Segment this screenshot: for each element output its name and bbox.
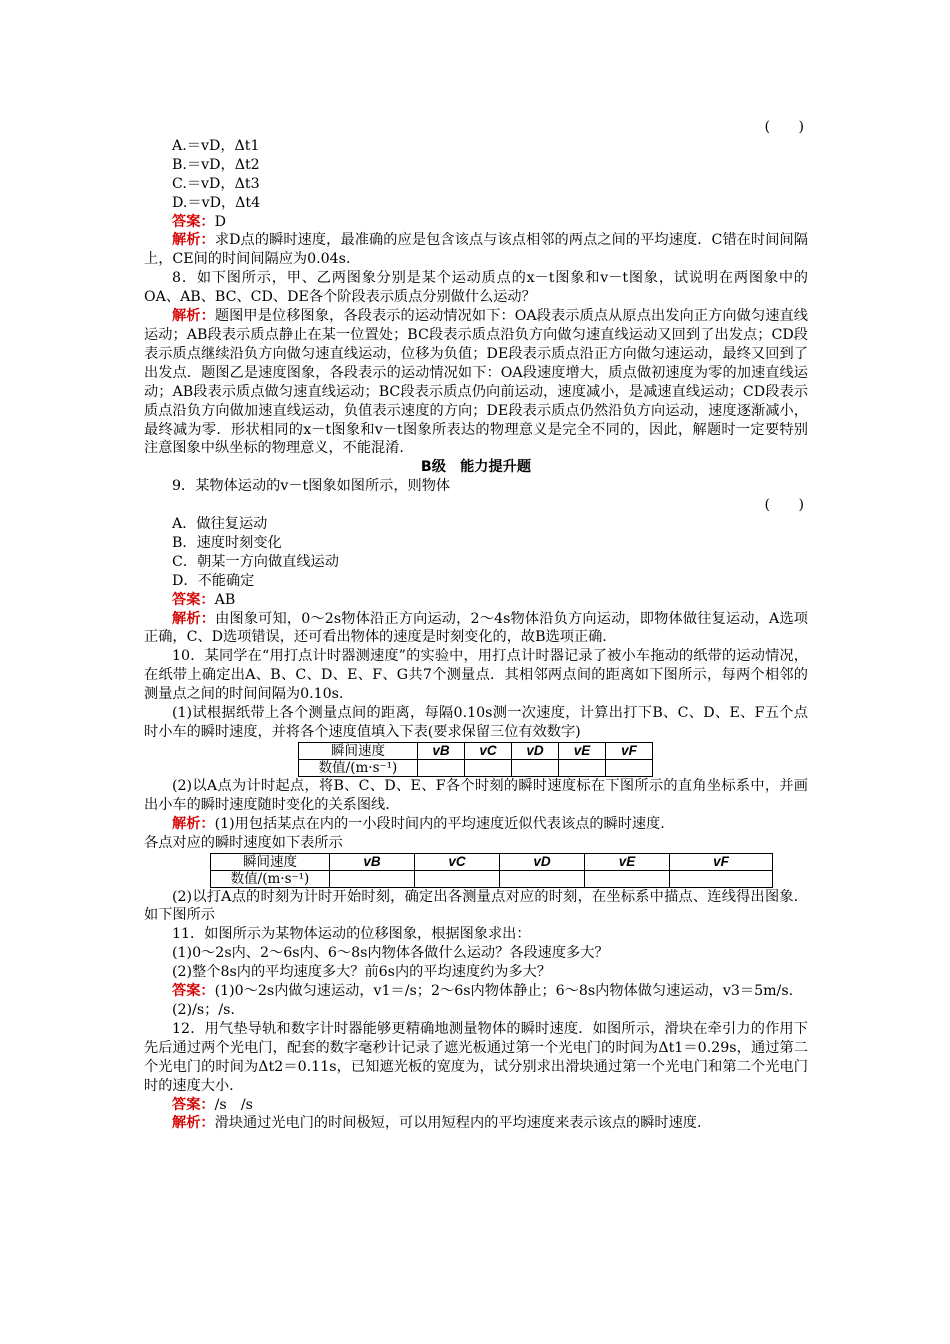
q9-answer-value: AB (214, 591, 236, 608)
q7-option-d: D.＝vD，Δt4 (172, 194, 261, 211)
q9-answer-bracket: ( ) (764, 497, 804, 514)
q11-answer2: (2)/s；/s. (172, 1001, 235, 1018)
q9-answer (144, 591, 808, 610)
table-header-vc: vC (465, 742, 512, 759)
table-cell-label: 瞬间速度 (211, 853, 330, 870)
q12-answer-value: /s /s (214, 1096, 253, 1113)
q12-analysis-text: 滑块通过光电门的时间极短，可以用短程内的平均速度来表示该点的瞬时速度. (214, 1115, 702, 1132)
table-cell-label: 数值/(m·s⁻¹) (211, 870, 330, 887)
answer-label: 答案： (172, 591, 215, 608)
q12-stem: 12．用气垫导轨和数字计时器能够更精确地测量物体的瞬时速度．如图所示，滑块在牵引力的作用下先后通过两个光电门，配套的数字毫秒计记录了遮光板通过第一个光电门的时间为Δt1＝0.29s，通过第二个光电门的时间为Δt2＝0.11s，已知遮光板的宽度为，试分别求出滑块通过第一个光电门和第二个光电门时的速度大小. (144, 1020, 808, 1094)
q10-stem: 10．某同学在“用打点计时器测速度”的实验中，用打点计时器记录了被小车拖动的纸带的运动情况，在纸带上确定出A、B、C、D、E、F、G共7个测量点．其相邻两点间的距离如下图所示，每两个相邻的测量点之间的时间间隔为0.10s. (144, 648, 808, 703)
table-cell-empty (606, 759, 653, 776)
q7-option-a: A.＝vD，Δt1 (172, 137, 260, 154)
q7-option-c: C.＝vD，Δt3 (172, 175, 260, 192)
q10-part2: (2)以A点为计时起点，将B、C、D、E、F各个时刻的瞬时速度标在下图所示的直角坐标系中，并画出小车的瞬时速度随时变化的关系图线. (144, 777, 808, 813)
table-cell-empty (512, 759, 559, 776)
analysis-label: 解析： (172, 1115, 215, 1132)
table-header-vb: vB (330, 853, 415, 870)
table-cell-empty (465, 759, 512, 776)
q9-option-c: C．朝某一方向做直线运动 (172, 553, 339, 570)
table-header-vd: vD (500, 853, 585, 870)
table-row (299, 742, 653, 759)
table-cell-empty (500, 870, 585, 887)
answer-label: 答案： (172, 213, 215, 230)
q10-answer-table (210, 853, 773, 888)
table-cell-empty (415, 870, 500, 887)
table-header-vb: vB (418, 742, 465, 759)
q11-answer1-text: (1)0～2s内做匀速运动，v1＝/s；2～6s内物体静止；6～8s内物体做匀速运动，v3＝5m/s. (214, 983, 794, 1000)
table-cell-empty (559, 759, 606, 776)
table-cell-empty (670, 870, 773, 887)
q10-analysis1-text: (1)用包括某点在内的一小段时间内的平均速度近似代表该点的瞬时速度. (214, 815, 665, 832)
answer-label: 答案： (172, 1096, 215, 1113)
q8-analysis (144, 307, 808, 458)
section-b-heading: B级 能力提升题 (420, 459, 532, 476)
q9-analysis (144, 610, 808, 648)
q7-answer-value: D (214, 213, 226, 230)
table-cell-label: 数值/(m·s⁻¹) (299, 759, 418, 776)
q7-answer (144, 213, 808, 232)
q9-option-b: B．速度时刻变化 (172, 534, 282, 551)
analysis-label: 解析： (172, 308, 215, 325)
q11-stem: 11．如图所示为某物体运动的位移图象，根据图象求出： (172, 926, 531, 943)
q9-option-d: D．不能确定 (172, 572, 255, 589)
analysis-label: 解析： (172, 232, 215, 249)
table-row (211, 853, 773, 870)
q10-analysis1b: 各点对应的瞬时速度如下表所示 (144, 834, 343, 851)
table-cell-empty (585, 870, 670, 887)
q9-analysis-text: 由图象可知，0～2s物体沿正方向运动，2～4s物体沿负方向运动，即物体做往复运动，A选项正确，C、D选项错误，还可看出物体的速度是时刻变化的，故B选项正确. (144, 610, 808, 646)
table-row (211, 870, 773, 887)
q10-analysis1 (144, 815, 808, 834)
q8-stem: 8．如下图所示，甲、乙两图象分别是某个运动质点的x－t图象和v－t图象，试说明在两图象中的OA、AB、BC、CD、DE各个阶段表示质点分别做什么运动？ (144, 270, 808, 306)
analysis-label: 解析： (172, 815, 215, 832)
table-header-ve: vE (585, 853, 670, 870)
q8-analysis-text: 题图甲是位移图象，各段表示的运动情况如下：OA段表示质点从原点出发向正方向做匀速直线运动；AB段表示质点静止在某一位置处；BC段表示质点沿负方向做匀速直线运动又回到了出发点；CD段表示质点继续沿负方向做匀速直线运动，位移为负值；DE段表示质点沿正方向做匀速运动，最终又回到了出发点．题图乙是速度图象，各段表示的运动情况如下：OA段速度增大，质点做初速度为零的加速直线运动；AB段表示质点做匀速直线运动；BC段表示质点仍向前运动，速度减小，是减速直线运动；CD段表示质点沿负方向做加速直线运动，负值表示速度的方向；DE段表示质点仍然沿负方向运动，速度逐渐减小，最终减为零．形状相同的x－t图象和v－t图象所表达的物理意义是完全不同的，因此，解题时一定要特别注意图象中纵坐标的物理意义，不能混淆. (144, 308, 808, 457)
table-header-vf: vF (606, 742, 653, 759)
table-header-vd: vD (512, 742, 559, 759)
q11-answer (144, 982, 808, 1001)
document-page (144, 118, 808, 1133)
q9-option-a: A．做往复运动 (172, 516, 268, 533)
q7-answer-bracket: ( ) (764, 119, 804, 135)
table-header-vc: vC (415, 853, 500, 870)
q7-option-b: B.＝vD，Δt2 (172, 156, 260, 173)
q11-sub2: (2)整个8s内的平均速度多大？前6s内的平均速度约为多大？ (172, 964, 552, 981)
table-cell-empty (418, 759, 465, 776)
table-header-vf: vF (670, 853, 773, 870)
q12-answer (144, 1096, 808, 1115)
q10-part1: (1)试根据纸带上各个测量点间的距离，每隔0.10s测一次速度，计算出打下B、C、D、E、F五个点时小车的瞬时速度，并将各个速度值填入下表(要求保留三位有效数字) (144, 705, 808, 740)
q12-analysis (144, 1114, 808, 1133)
analysis-label: 解析： (172, 610, 216, 627)
table-cell-empty (330, 870, 415, 887)
q10-analysis2: (2)以打A点的时刻为计时开始时刻，确定出各测量点对应的时刻，在坐标系中描点、连线得出图象．如下图所示 (144, 888, 808, 924)
table-header-ve: vE (559, 742, 606, 759)
table-cell-label: 瞬间速度 (299, 742, 418, 759)
q9-stem: 9．某物体运动的v－t图象如图所示，则物体 (172, 478, 451, 495)
q7-analysis (144, 231, 808, 269)
table-row (299, 759, 653, 776)
q7-analysis-text: 求D点的瞬时速度，最准确的应是包含该点与该点相邻的两点之间的平均速度．C错在时间间隔上，CE间的时间间隔应为0.04s. (144, 232, 808, 268)
answer-label: 答案： (172, 983, 215, 1000)
q10-velocity-table (298, 742, 653, 777)
q11-sub1: (1)0～2s内、2～6s内、6～8s内物体各做什么运动？各段速度多大？ (172, 945, 609, 962)
